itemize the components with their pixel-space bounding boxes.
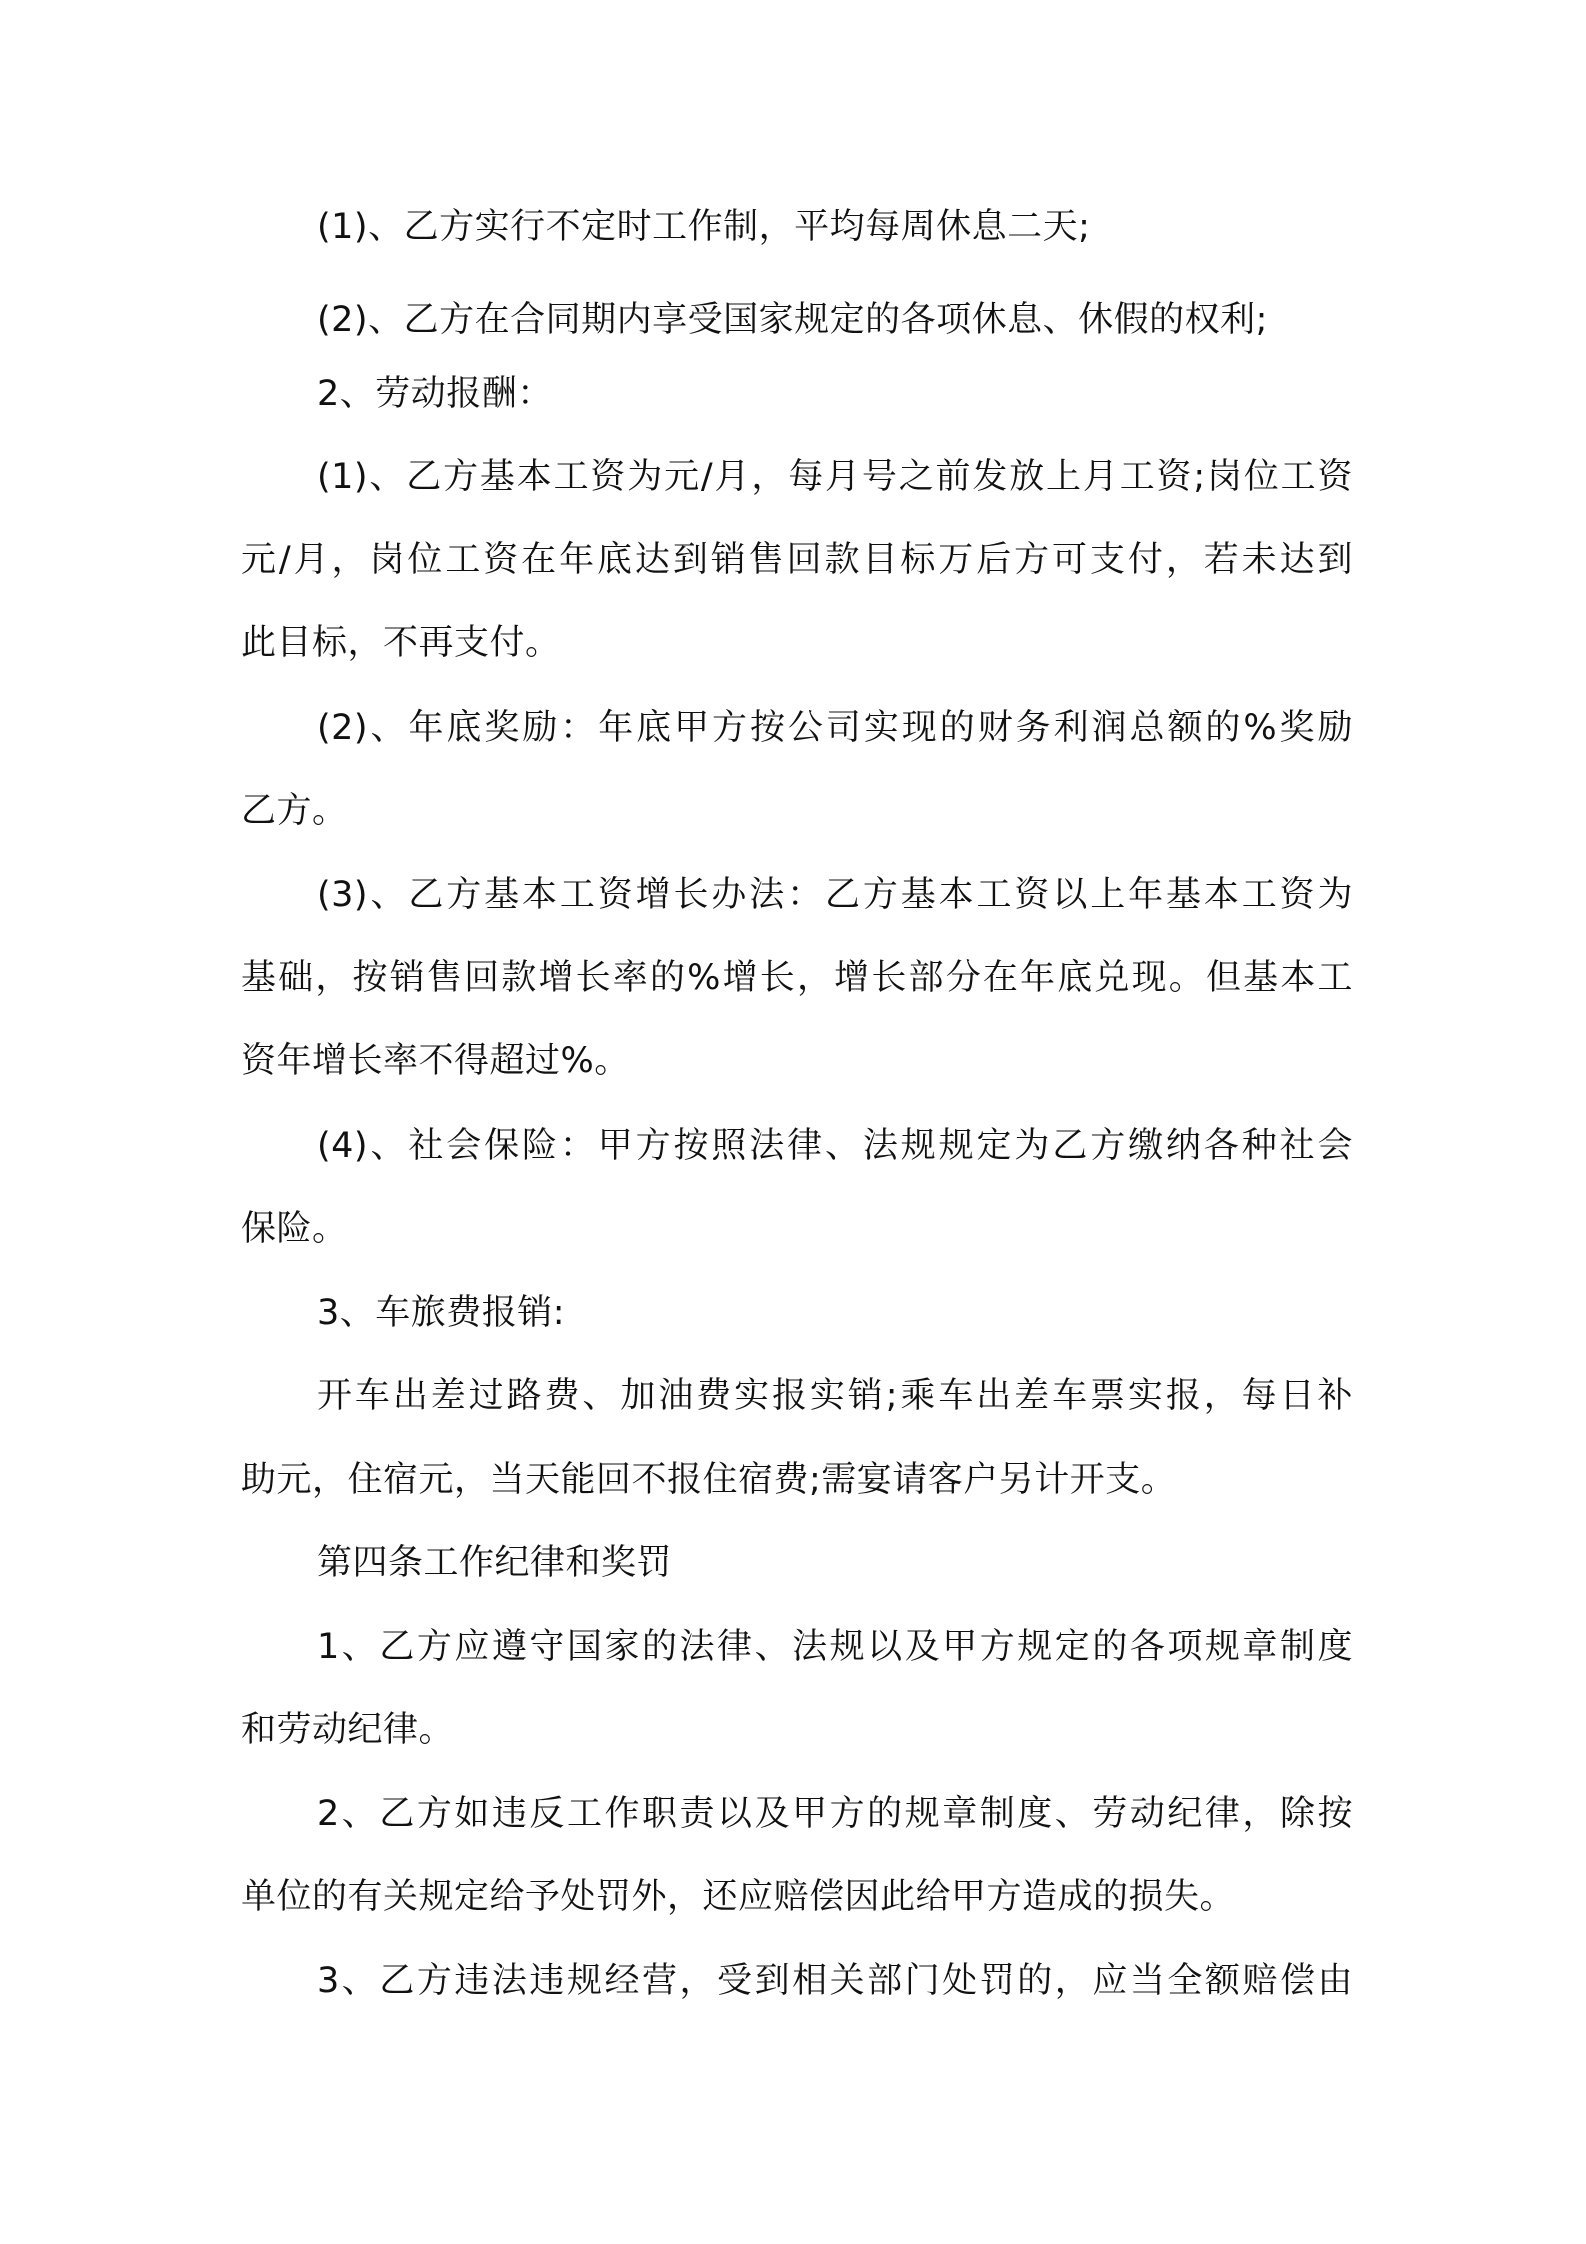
paragraph-line: 保险。 bbox=[241, 1209, 348, 1249]
paragraph-line: (1)、乙方实行不定时工作制，平均每周休息二天; bbox=[317, 207, 1091, 247]
paragraph-line: (4)、社会保险：甲方按照法律、法规规定为乙方缴纳各种社会 bbox=[317, 1126, 1353, 1166]
paragraph-line: 元/月，岗位工资在年底达到销售回款目标万后方可支付，若未达到 bbox=[241, 540, 1353, 580]
section-heading: 2、劳动报酬： bbox=[317, 374, 553, 414]
paragraph-line: 单位的有关规定给予处罚外，还应赔偿因此给甲方造成的损失。 bbox=[241, 1877, 1236, 1917]
paragraph-line: 开车出差过路费、加油费实报实销;乘车出差车票实报，每日补 bbox=[317, 1376, 1353, 1416]
paragraph-line: 基础，按销售回款增长率的%增长，增长部分在年底兑现。但基本工 bbox=[241, 958, 1353, 998]
paragraph-line: (2)、年底奖励：年底甲方按公司实现的财务利润总额的%奖励 bbox=[317, 708, 1353, 748]
paragraph-line: 2、乙方如违反工作职责以及甲方的规章制度、劳动纪律，除按 bbox=[317, 1794, 1353, 1834]
paragraph-line: 助元，住宿元，当天能回不报住宿费;需宴请客户另计开支。 bbox=[241, 1460, 1177, 1500]
paragraph-line: 3、乙方违法违规经营，受到相关部门处罚的，应当全额赔偿由 bbox=[317, 1961, 1353, 2001]
paragraph-line: 乙方。 bbox=[241, 791, 348, 831]
paragraph-line: 和劳动纪律。 bbox=[241, 1710, 455, 1750]
section-heading: 3、车旅费报销: bbox=[317, 1293, 566, 1333]
paragraph-line: 资年增长率不得超过%。 bbox=[241, 1041, 630, 1081]
paragraph-line: 此目标，不再支付。 bbox=[241, 623, 561, 663]
article-heading: 第四条工作纪律和奖罚 bbox=[317, 1543, 673, 1583]
paragraph-line: (2)、乙方在合同期内享受国家规定的各项休息、休假的权利; bbox=[317, 300, 1268, 340]
paragraph-line: (3)、乙方基本工资增长办法：乙方基本工资以上年基本工资为 bbox=[317, 875, 1353, 915]
paragraph-line: 1、乙方应遵守国家的法律、法规以及甲方规定的各项规章制度 bbox=[317, 1627, 1353, 1667]
paragraph-line: (1)、乙方基本工资为元/月，每月号之前发放上月工资;岗位工资 bbox=[317, 457, 1353, 497]
